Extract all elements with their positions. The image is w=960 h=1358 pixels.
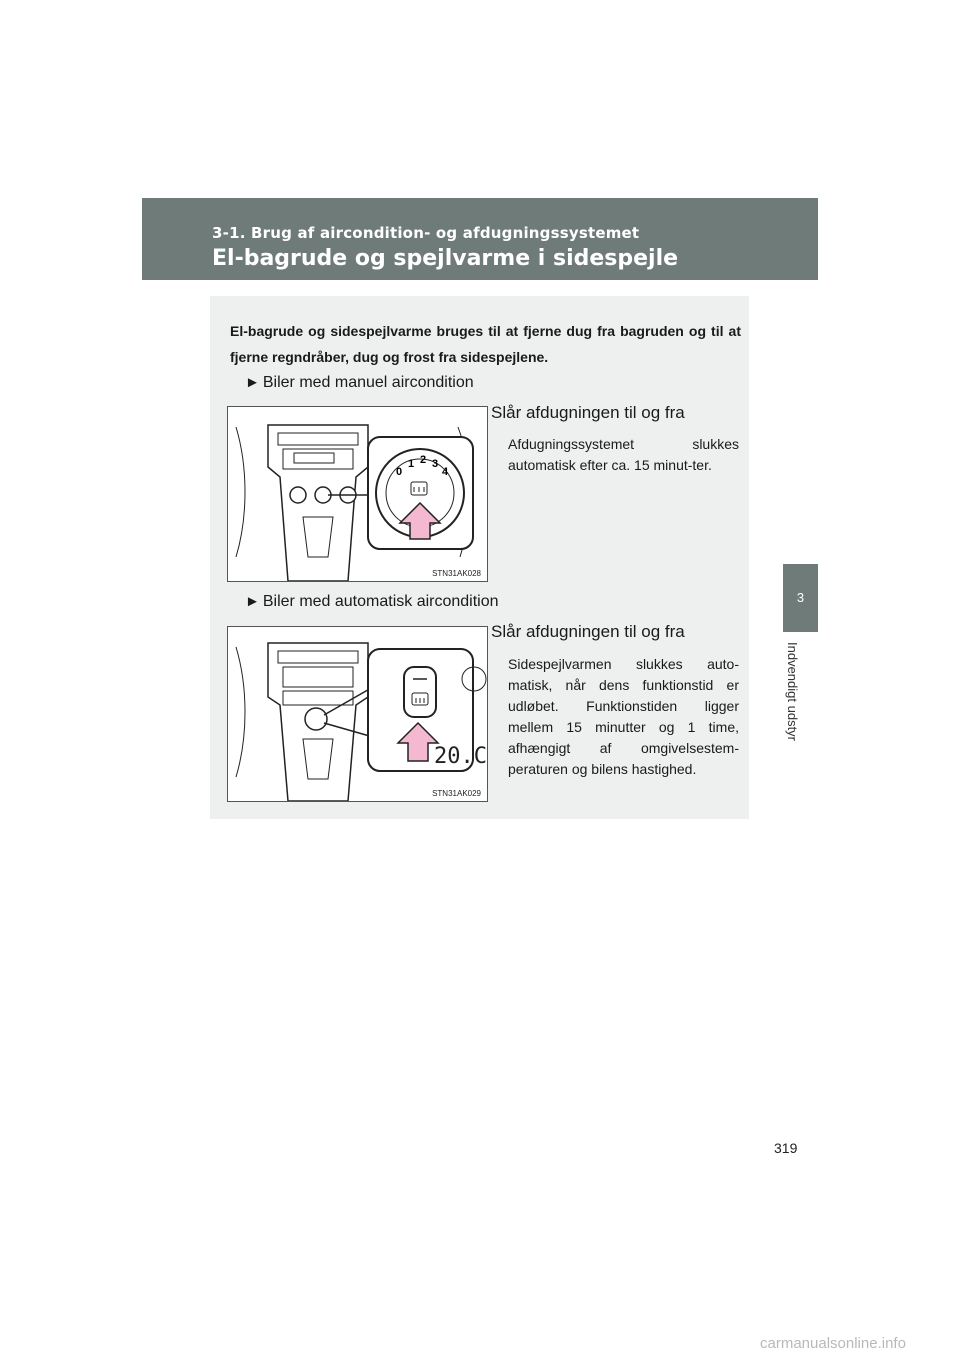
watermark: carmanualsonline.info — [760, 1335, 906, 1352]
section-heading-manual — [245, 374, 474, 392]
triangle-right-icon: ► — [245, 374, 260, 391]
section-label: 3-1. Brug af aircondition- og afdugningssystemet — [212, 224, 640, 242]
figure-code: STN31AK028 — [432, 569, 481, 578]
figure-automatic-ac — [227, 626, 488, 802]
dial-label-2: 2 — [420, 454, 427, 466]
dashboard-illustration — [228, 407, 487, 581]
section-header — [142, 198, 818, 280]
figure-manual-ac — [227, 406, 488, 582]
chapter-tab — [783, 564, 818, 632]
figure-code: STN31AK029 — [432, 789, 481, 798]
dial-label-1: 1 — [408, 458, 415, 470]
page-title: El-bagrude og spejlvarme i sidespejle — [212, 246, 679, 271]
section-heading-text: Biler med automatisk aircondition — [262, 593, 499, 610]
section-heading-automatic — [245, 593, 499, 611]
action-description: Afdugningssystemet slukkes automatisk efter ca. 15 minut-ter. — [508, 436, 739, 473]
action-label: Slår afdugningen til og fra — [491, 622, 685, 641]
chapter-number: 3 — [796, 590, 805, 605]
dial-label-3: 3 — [432, 458, 439, 470]
action-label: Slår afdugningen til og fra — [491, 403, 685, 422]
temperature-display: 20.C — [434, 744, 487, 769]
section-heading-text: Biler med manuel aircondition — [262, 374, 474, 391]
dashboard-illustration — [228, 627, 487, 801]
chapter-title: Indvendigt udstyr — [785, 642, 800, 742]
dial-label-4: 4 — [442, 466, 449, 478]
intro-text: El-bagrude og sidespejlvarme bruges til at fjerne dug fra bagruden og til at fjerne regndråber, dug og frost fra sidespejlene. — [230, 323, 741, 365]
page-number: 319 — [774, 1140, 798, 1156]
triangle-right-icon: ► — [245, 593, 260, 610]
content-box — [210, 296, 749, 819]
dial-label-0: 0 — [396, 466, 403, 478]
action-description: Sidespejlvarmen slukkes auto-matisk, når dens funktionstid er udløbet. Funktionstiden ligger mellem 15 minutter og 1 time, afhængigt af omgivelsestem-peraturen og bilens hastighed. — [508, 656, 739, 777]
